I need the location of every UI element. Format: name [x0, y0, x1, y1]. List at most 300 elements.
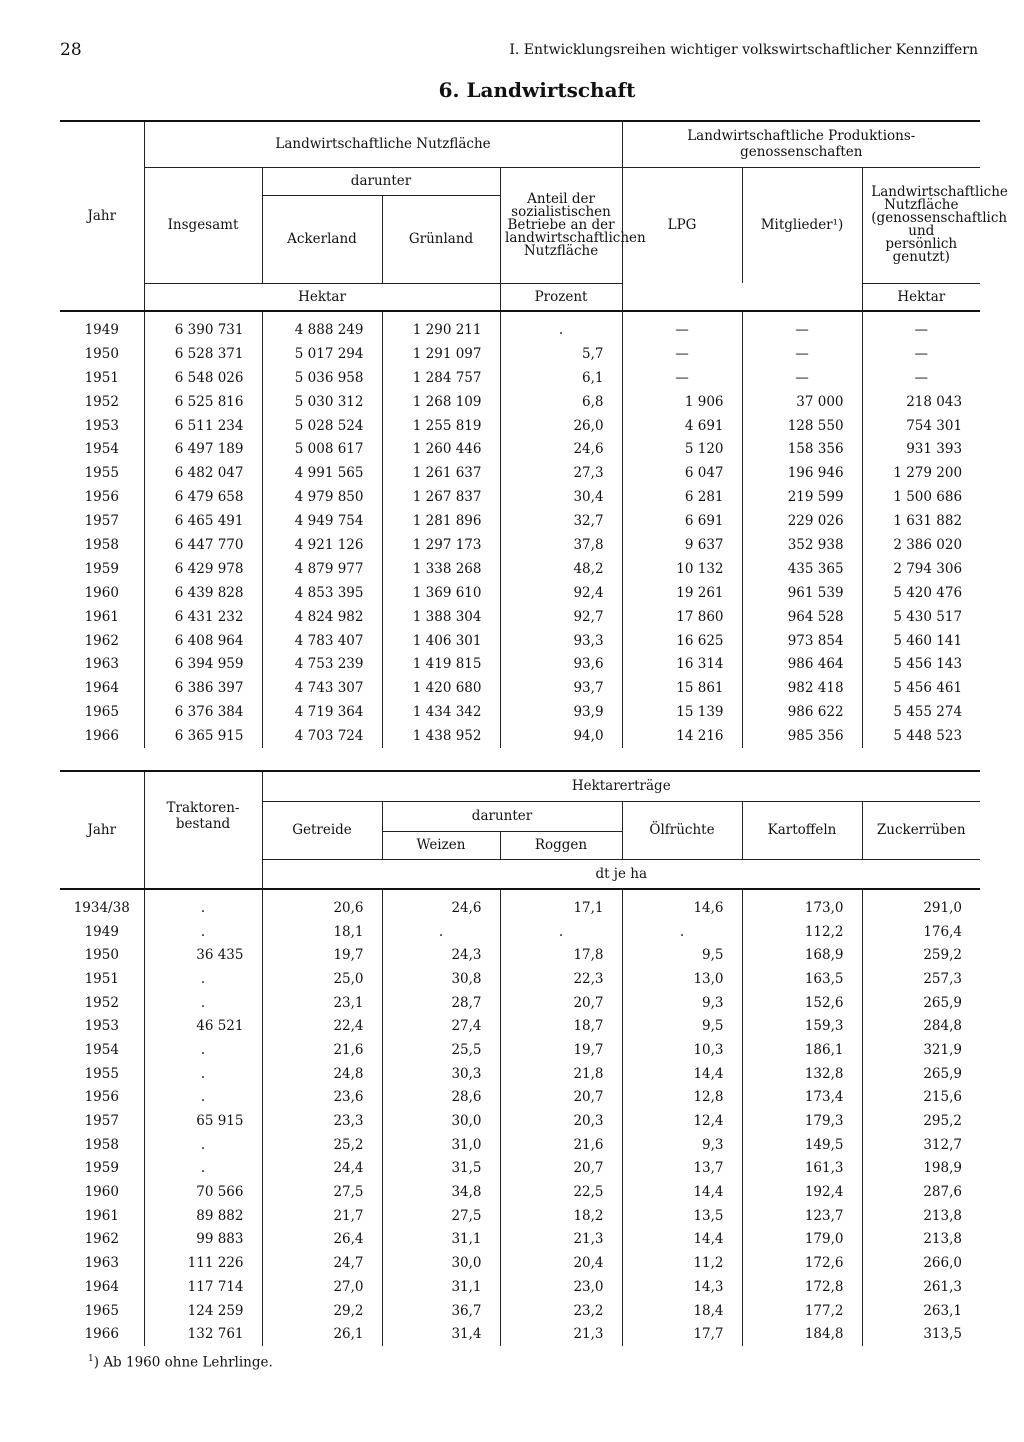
- row-year: 1951: [84, 970, 119, 987]
- table-cell: 13,7: [622, 1157, 742, 1181]
- table-cell: 5 036 958: [262, 366, 382, 390]
- table-cell: 132,8: [742, 1062, 862, 1086]
- table-cell: 48,2: [500, 557, 622, 581]
- table-cell: 1 388 304: [382, 605, 500, 629]
- table-cell: 961 539: [742, 581, 862, 605]
- table-cell: 36,7: [382, 1299, 500, 1323]
- table-cell: 93,6: [500, 652, 622, 676]
- table-cell: 6,8: [500, 390, 622, 414]
- row-year: 1949: [84, 321, 119, 338]
- table-cell: 14,3: [622, 1275, 742, 1299]
- table-row: [60, 533, 980, 557]
- table-cell: 65 915: [144, 1109, 262, 1133]
- col-jahr: Jahr: [60, 121, 144, 311]
- table-cell: 4 703 724: [262, 724, 382, 748]
- section-title: 6. Landwirtschaft: [438, 78, 636, 102]
- table-cell: 6 482 047: [144, 461, 262, 485]
- table-cell: 26,0: [500, 414, 622, 438]
- table-cell: 14,4: [622, 1228, 742, 1252]
- table-cell: 1 290 211: [382, 311, 500, 342]
- table-cell: —: [742, 342, 862, 366]
- running-header: [60, 40, 978, 64]
- table-row: [60, 509, 980, 533]
- row-year: 1961: [84, 608, 119, 625]
- table-cell: .: [144, 1157, 262, 1181]
- table-row: [60, 1038, 980, 1062]
- row-year: 1966: [84, 728, 119, 745]
- table-cell: 124 259: [144, 1299, 262, 1323]
- table-cell: 1 434 342: [382, 700, 500, 724]
- table-cell: 15 139: [622, 700, 742, 724]
- table-cell: 32,7: [500, 509, 622, 533]
- table-cell: 117 714: [144, 1275, 262, 1299]
- row-year: 1960: [84, 584, 119, 601]
- table-cell: 16 625: [622, 629, 742, 653]
- table-cell: 4 888 249: [262, 311, 382, 342]
- table-cell: 20,7: [500, 1157, 622, 1181]
- table-cell: 1 268 109: [382, 390, 500, 414]
- table-cell: —: [862, 366, 980, 390]
- table-cell: 21,6: [262, 1038, 382, 1062]
- row-year: 1952: [84, 393, 119, 410]
- table-cell: 192,4: [742, 1180, 862, 1204]
- table-cell: 4 921 126: [262, 533, 382, 557]
- table-row: [60, 1133, 980, 1157]
- table-row: [60, 1275, 980, 1299]
- table-cell: 6 479 658: [144, 485, 262, 509]
- table-row: [60, 629, 980, 653]
- table-cell: 4 853 395: [262, 581, 382, 605]
- row-year: 1964: [84, 680, 119, 697]
- table-cell: 1 438 952: [382, 724, 500, 748]
- table-cell: 27,3: [500, 461, 622, 485]
- table-row: [60, 889, 980, 920]
- table-row: [60, 1086, 980, 1110]
- table-cell: 177,2: [742, 1299, 862, 1323]
- table-row: [60, 920, 980, 944]
- table-cell: 10,3: [622, 1038, 742, 1062]
- table-cell: .: [144, 920, 262, 944]
- table-cell: 36 435: [144, 943, 262, 967]
- row-year: 1955: [84, 1065, 119, 1082]
- row-year: 1950: [84, 345, 119, 362]
- table-cell: 23,0: [500, 1275, 622, 1299]
- table-cell: 5 420 476: [862, 581, 980, 605]
- table-cell: 24,8: [262, 1062, 382, 1086]
- table-cell: 25,0: [262, 967, 382, 991]
- table-cell: 17 860: [622, 605, 742, 629]
- anteil-label: Anteil der sozialistischen Betriebe an der landwirtschaftlichen Nutzfläche: [505, 190, 646, 259]
- col-kartoffeln: Kartoffeln: [742, 801, 862, 859]
- table-cell: 21,3: [500, 1228, 622, 1252]
- table-cell: 9,3: [622, 1133, 742, 1157]
- table-row: [60, 1157, 980, 1181]
- table-cell: 6 525 816: [144, 390, 262, 414]
- table-cell: 4 783 407: [262, 629, 382, 653]
- table-cell: 24,4: [262, 1157, 382, 1181]
- table-cell: 20,7: [500, 1086, 622, 1110]
- table-cell: 14,6: [622, 889, 742, 920]
- table-row: [60, 724, 980, 748]
- table-row: [60, 1322, 980, 1346]
- row-year: 1953: [84, 417, 119, 434]
- table-cell: 89 882: [144, 1204, 262, 1228]
- col-roggen: Roggen: [500, 831, 622, 859]
- table-cell: 229 026: [742, 509, 862, 533]
- table-cell: 29,2: [262, 1299, 382, 1323]
- col-group-lpg: [622, 121, 980, 167]
- row-year: 1963: [84, 1255, 119, 1272]
- table-cell: 24,6: [500, 437, 622, 461]
- table-row: [60, 967, 980, 991]
- row-year: 1964: [84, 1278, 119, 1295]
- table-cell: 973 854: [742, 629, 862, 653]
- row-year: 1954: [84, 441, 119, 458]
- table-cell: 25,5: [382, 1038, 500, 1062]
- table-cell: 93,3: [500, 629, 622, 653]
- table-cell: 284,8: [862, 1014, 980, 1038]
- row-year: 1957: [84, 1113, 119, 1130]
- table-cell: 1 420 680: [382, 676, 500, 700]
- table-cell: 27,5: [382, 1204, 500, 1228]
- table-cell: 16 314: [622, 652, 742, 676]
- table-row: [60, 1014, 980, 1038]
- table1-body: [60, 311, 980, 748]
- table-cell: 4 991 565: [262, 461, 382, 485]
- table-cell: 6,1: [500, 366, 622, 390]
- table-cell: 10 132: [622, 557, 742, 581]
- table-row: [60, 485, 980, 509]
- table-cell: 18,2: [500, 1204, 622, 1228]
- table-cell: .: [144, 1133, 262, 1157]
- table-row: [60, 366, 980, 390]
- row-year: 1965: [84, 704, 119, 721]
- footnote-mark: 1: [88, 1354, 94, 1364]
- row-year: 1961: [84, 1207, 119, 1224]
- table-row: [60, 700, 980, 724]
- table-cell: 70 566: [144, 1180, 262, 1204]
- table-cell: 179,3: [742, 1109, 862, 1133]
- table-cell: 352 938: [742, 533, 862, 557]
- table-cell: 4 753 239: [262, 652, 382, 676]
- table-cell: 1 255 819: [382, 414, 500, 438]
- row-year: 1965: [84, 1302, 119, 1319]
- running-head: I. Entwicklungsreihen wichtiger volkswirtschaftlicher Kennziffern: [509, 42, 978, 58]
- lnf-lpg-label: Landwirtschaftliche Nutzfläche (genossenschaftlich und persönlich genutzt): [871, 184, 1008, 265]
- col-group-hektarertraege: Hektarerträge: [262, 771, 980, 801]
- unit-blank: [622, 283, 862, 311]
- row-year: 1950: [84, 947, 119, 964]
- table-cell: 1 419 815: [382, 652, 500, 676]
- table-row: [60, 943, 980, 967]
- table-cell: 179,0: [742, 1228, 862, 1252]
- table-cell: 213,8: [862, 1228, 980, 1252]
- row-year: 1951: [84, 369, 119, 386]
- row-year: 1952: [84, 994, 119, 1011]
- table-row: [60, 390, 980, 414]
- table-cell: 5 120: [622, 437, 742, 461]
- table-cell: 754 301: [862, 414, 980, 438]
- table-row: [60, 311, 980, 342]
- table-cell: 17,7: [622, 1322, 742, 1346]
- table-cell: 28,6: [382, 1086, 500, 1110]
- page-number: 28: [60, 40, 82, 60]
- table-cell: 28,7: [382, 991, 500, 1015]
- table-cell: 964 528: [742, 605, 862, 629]
- row-year: 1960: [84, 1184, 119, 1201]
- table-cell: 1 284 757: [382, 366, 500, 390]
- table-cell: 6 431 232: [144, 605, 262, 629]
- table-cell: 6 281: [622, 485, 742, 509]
- table-cell: .: [144, 889, 262, 920]
- table-cell: 14 216: [622, 724, 742, 748]
- table-cell: 266,0: [862, 1251, 980, 1275]
- table-cell: 18,7: [500, 1014, 622, 1038]
- table-row: [60, 581, 980, 605]
- table-cell: 986 464: [742, 652, 862, 676]
- table-cell: 5,7: [500, 342, 622, 366]
- table-cell: 27,5: [262, 1180, 382, 1204]
- table-cell: 287,6: [862, 1180, 980, 1204]
- col-lpg: LPG: [622, 167, 742, 283]
- table-cell: 321,9: [862, 1038, 980, 1062]
- table-cell: 196 946: [742, 461, 862, 485]
- table-cell: 123,7: [742, 1204, 862, 1228]
- col-getreide: Getreide: [262, 801, 382, 859]
- table-cell: 34,8: [382, 1180, 500, 1204]
- table-cell: 1 906: [622, 390, 742, 414]
- col-lnf-lpg: [862, 167, 1008, 283]
- table-cell: 13,0: [622, 967, 742, 991]
- table-row: [60, 605, 980, 629]
- table-cell: 23,6: [262, 1086, 382, 1110]
- table-cell: 92,4: [500, 581, 622, 605]
- table-cell: 1 369 610: [382, 581, 500, 605]
- table-cell: 2 386 020: [862, 533, 980, 557]
- footnote: $^1$) Ab 1960 ohne Lehrlinge.: [88, 1354, 273, 1371]
- table-row: [60, 461, 980, 485]
- table-cell: 6 390 731: [144, 311, 262, 342]
- table-cell: 435 365: [742, 557, 862, 581]
- col-ackerland: Ackerland: [262, 195, 382, 283]
- table-cell: 93,7: [500, 676, 622, 700]
- table-cell: 19,7: [500, 1038, 622, 1062]
- table-cell: 6 465 491: [144, 509, 262, 533]
- row-year: 1953: [84, 1018, 119, 1035]
- table-cell: 6 376 384: [144, 700, 262, 724]
- table-cell: 5 455 274: [862, 700, 980, 724]
- table-cell: 184,8: [742, 1322, 862, 1346]
- table-cell: 17,1: [500, 889, 622, 920]
- table-cell: 985 356: [742, 724, 862, 748]
- table-cell: 31,1: [382, 1275, 500, 1299]
- table-cell: —: [862, 342, 980, 366]
- table-cell: —: [742, 311, 862, 342]
- table-cell: 152,6: [742, 991, 862, 1015]
- col-oelfruechte: Ölfrüchte: [622, 801, 742, 859]
- table-row: [60, 1204, 980, 1228]
- col-mitglieder: Mitglieder¹): [742, 167, 862, 283]
- table-cell: 4 824 982: [262, 605, 382, 629]
- table-row: [60, 1062, 980, 1086]
- table-cell: 213,8: [862, 1204, 980, 1228]
- table-cell: 18,4: [622, 1299, 742, 1323]
- table-cell: 6 386 397: [144, 676, 262, 700]
- table-cell: 37 000: [742, 390, 862, 414]
- table-cell: 24,7: [262, 1251, 382, 1275]
- table-cell: 21,8: [500, 1062, 622, 1086]
- table-cell: 1 297 173: [382, 533, 500, 557]
- table-cell: 6 429 978: [144, 557, 262, 581]
- col-jahr-2: Jahr: [60, 771, 144, 889]
- table-hektarertraege: [60, 770, 980, 1346]
- col-group-nutzflaeche: Landwirtschaftliche Nutzfläche: [144, 121, 622, 167]
- row-year: 1954: [84, 1041, 119, 1058]
- table-cell: 21,6: [500, 1133, 622, 1157]
- table-cell: 30,3: [382, 1062, 500, 1086]
- table-cell: 20,3: [500, 1109, 622, 1133]
- table-cell: 5 448 523: [862, 724, 980, 748]
- unit-dt-je-ha: dt je ha: [262, 859, 980, 889]
- table-cell: 149,5: [742, 1133, 862, 1157]
- table-cell: 1 406 301: [382, 629, 500, 653]
- table-cell: 5 008 617: [262, 437, 382, 461]
- table-cell: 19 261: [622, 581, 742, 605]
- table-row: [60, 557, 980, 581]
- table-cell: 173,0: [742, 889, 862, 920]
- table-row: [60, 676, 980, 700]
- table-cell: 5 017 294: [262, 342, 382, 366]
- table-cell: 21,7: [262, 1204, 382, 1228]
- table-row: [60, 991, 980, 1015]
- table-cell: 31,1: [382, 1228, 500, 1252]
- table-cell: —: [622, 366, 742, 390]
- table-cell: 6 497 189: [144, 437, 262, 461]
- row-year: 1966: [84, 1326, 119, 1343]
- table-cell: 27,0: [262, 1275, 382, 1299]
- table-cell: 14,4: [622, 1180, 742, 1204]
- table-cell: 1 279 200: [862, 461, 980, 485]
- table-cell: 93,9: [500, 700, 622, 724]
- table-cell: 12,8: [622, 1086, 742, 1110]
- table-cell: 18,1: [262, 920, 382, 944]
- table-cell: 6 394 959: [144, 652, 262, 676]
- table-cell: 176,4: [862, 920, 980, 944]
- row-year: 1934/38: [73, 899, 130, 916]
- table2-body: [60, 889, 980, 1346]
- col-darunter-2: darunter: [382, 801, 622, 831]
- row-year: 1959: [84, 560, 119, 577]
- table-cell: 31,5: [382, 1157, 500, 1181]
- table-cell: 168,9: [742, 943, 862, 967]
- table-cell: 159,3: [742, 1014, 862, 1038]
- table-cell: 20,7: [500, 991, 622, 1015]
- col-darunter: darunter: [262, 167, 500, 195]
- row-year: 1962: [84, 632, 119, 649]
- table-cell: 9,5: [622, 943, 742, 967]
- table-cell: 94,0: [500, 724, 622, 748]
- table-row: [60, 1299, 980, 1323]
- col-anteil: [500, 167, 646, 283]
- table-cell: 30,0: [382, 1251, 500, 1275]
- table-row: [60, 342, 980, 366]
- table-cell: 6 365 915: [144, 724, 262, 748]
- table-cell: 218 043: [862, 390, 980, 414]
- table-cell: 30,8: [382, 967, 500, 991]
- table-cell: 6 511 234: [144, 414, 262, 438]
- table-cell: 1 631 882: [862, 509, 980, 533]
- row-year: 1958: [84, 536, 119, 553]
- table-cell: 6 439 828: [144, 581, 262, 605]
- table-cell: .: [500, 311, 622, 342]
- table-cell: 23,3: [262, 1109, 382, 1133]
- table-cell: 128 550: [742, 414, 862, 438]
- table-cell: 4 743 307: [262, 676, 382, 700]
- table-cell: 12,4: [622, 1109, 742, 1133]
- table-cell: .: [144, 1062, 262, 1086]
- table-cell: 295,2: [862, 1109, 980, 1133]
- table-cell: 15 861: [622, 676, 742, 700]
- table-cell: 22,5: [500, 1180, 622, 1204]
- table-cell: 161,3: [742, 1157, 862, 1181]
- table-cell: 112,2: [742, 920, 862, 944]
- col-traktoren: [144, 771, 262, 859]
- table-cell: .: [622, 920, 742, 944]
- table-cell: 14,4: [622, 1062, 742, 1086]
- table-cell: 4 879 977: [262, 557, 382, 581]
- table-cell: .: [144, 991, 262, 1015]
- unit-hektar-2: Hektar: [862, 283, 980, 311]
- table-cell: .: [144, 1038, 262, 1062]
- table-cell: 1 267 837: [382, 485, 500, 509]
- table-cell: 5 456 143: [862, 652, 980, 676]
- table-cell: .: [144, 1086, 262, 1110]
- row-year: 1956: [84, 1089, 119, 1106]
- table-cell: 9,5: [622, 1014, 742, 1038]
- table-cell: 1 500 686: [862, 485, 980, 509]
- table-cell: 4 691: [622, 414, 742, 438]
- table-cell: 25,2: [262, 1133, 382, 1157]
- table-row: [60, 1251, 980, 1275]
- table-cell: 20,4: [500, 1251, 622, 1275]
- row-year: 1958: [84, 1136, 119, 1153]
- table-cell: 186,1: [742, 1038, 862, 1062]
- table-cell: 198,9: [862, 1157, 980, 1181]
- table-cell: 30,0: [382, 1109, 500, 1133]
- table-row: [60, 1180, 980, 1204]
- table-cell: 6 691: [622, 509, 742, 533]
- table-cell: .: [382, 920, 500, 944]
- table-cell: 92,7: [500, 605, 622, 629]
- table-cell: 22,3: [500, 967, 622, 991]
- table-cell: 26,1: [262, 1322, 382, 1346]
- table-cell: 1 338 268: [382, 557, 500, 581]
- table-cell: 982 418: [742, 676, 862, 700]
- table-cell: 261,3: [862, 1275, 980, 1299]
- table-cell: 1 291 097: [382, 342, 500, 366]
- footnote-text: Ab 1960 ohne Lehrlinge.: [103, 1354, 273, 1371]
- table-cell: 1 261 637: [382, 461, 500, 485]
- table-cell: 5 030 312: [262, 390, 382, 414]
- table-cell: 19,7: [262, 943, 382, 967]
- table-cell: 5 456 461: [862, 676, 980, 700]
- row-year: 1957: [84, 513, 119, 530]
- table-cell: 27,4: [382, 1014, 500, 1038]
- row-year: 1963: [84, 656, 119, 673]
- table-row: [60, 437, 980, 461]
- table-cell: 23,2: [500, 1299, 622, 1323]
- table-cell: .: [500, 920, 622, 944]
